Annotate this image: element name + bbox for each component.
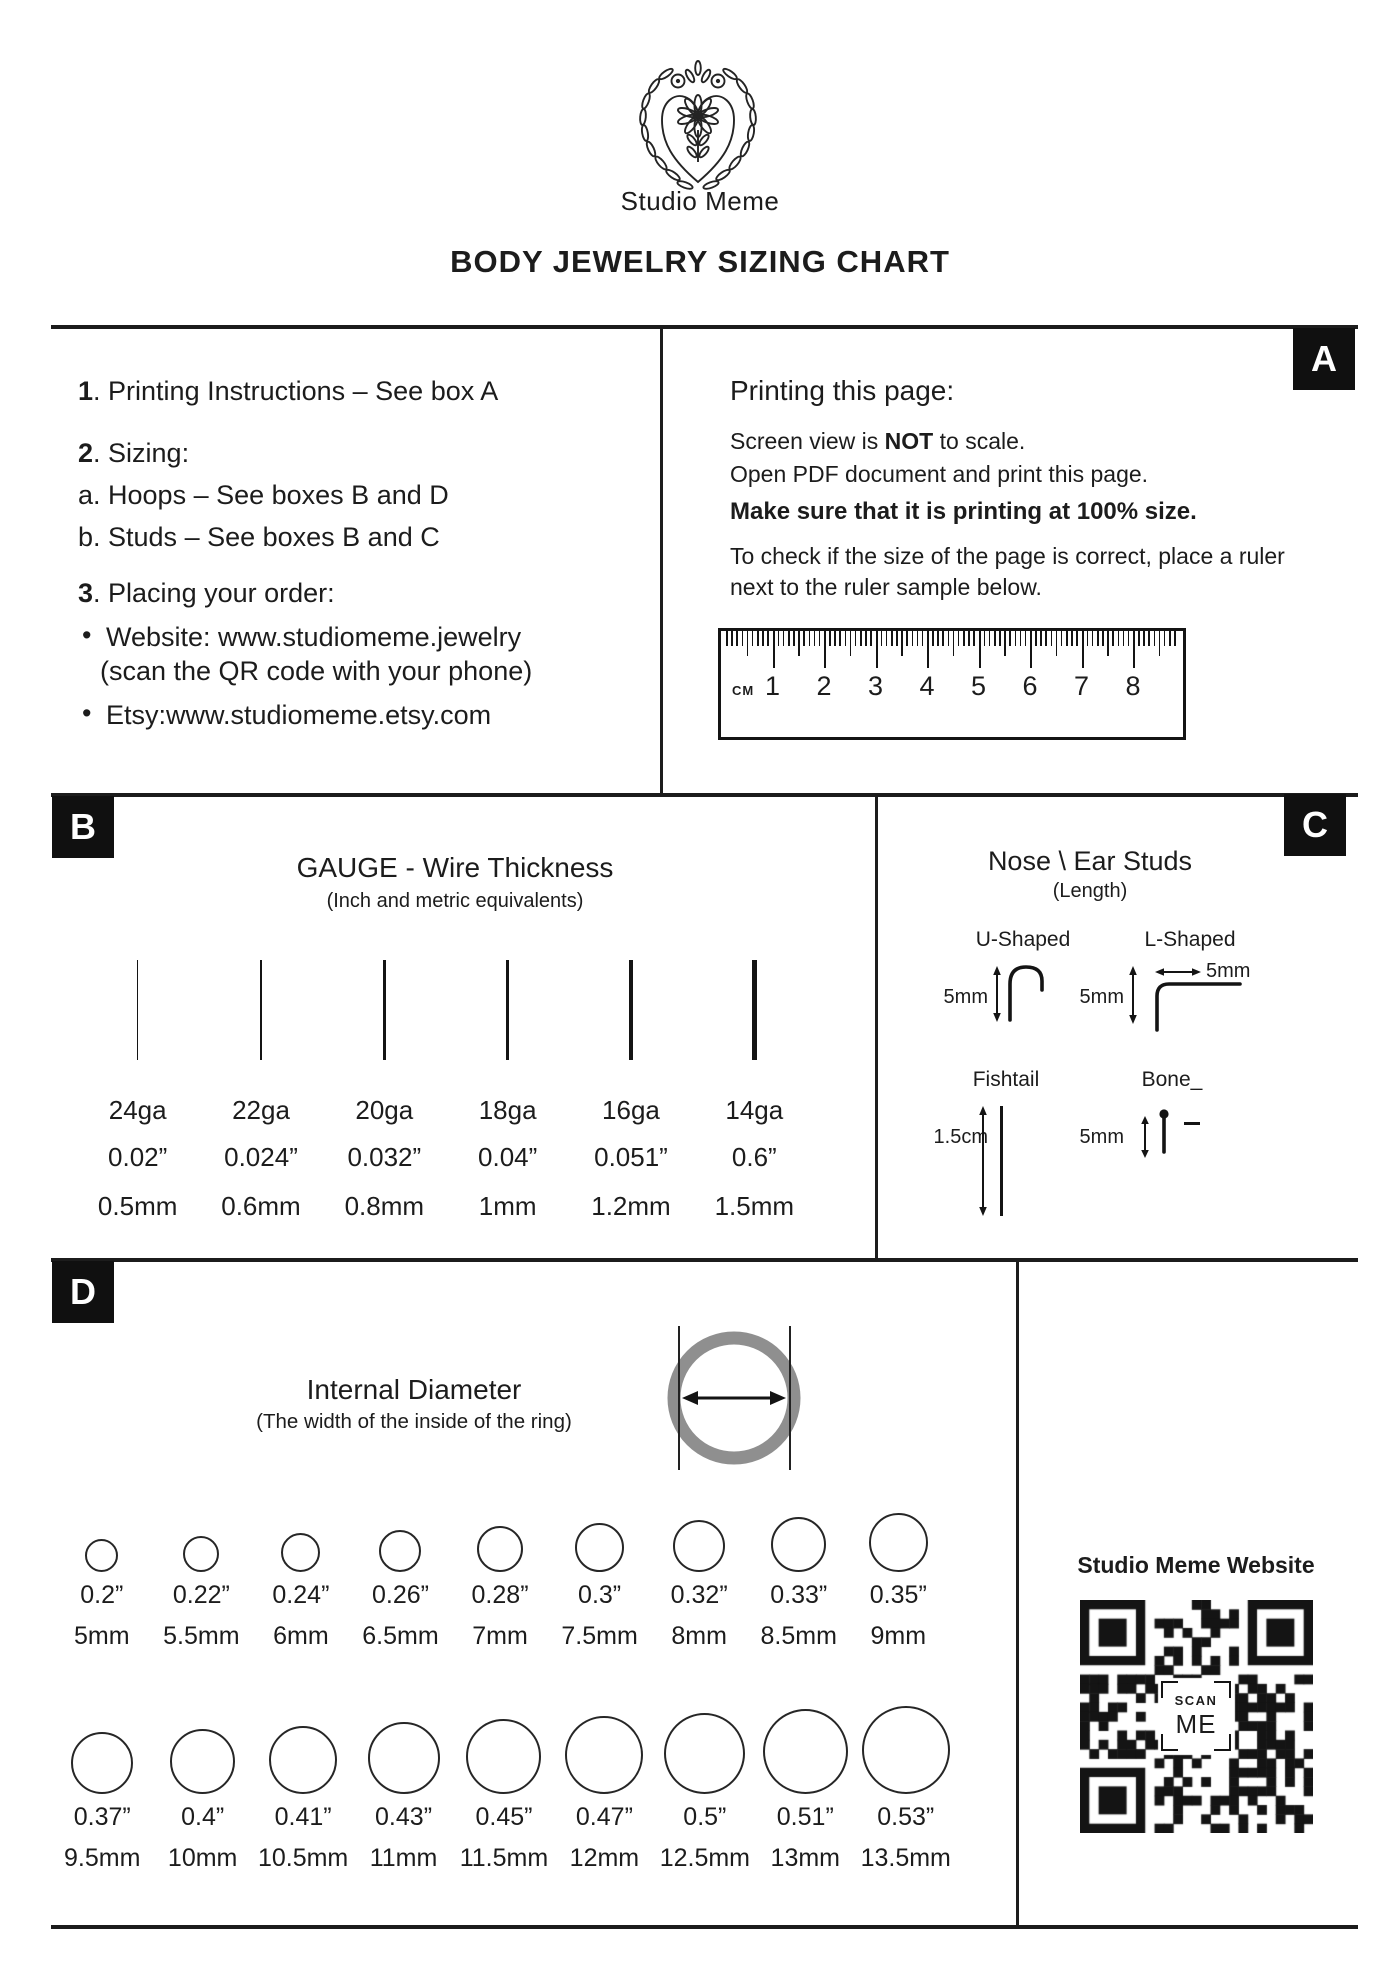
gauge-row [76, 960, 816, 1220]
ring-circle-icon [170, 1729, 235, 1794]
ruler-tick [1138, 631, 1140, 646]
ruler-tick [798, 631, 800, 656]
ruler-tick [752, 631, 754, 646]
studio-meme-logo-icon [636, 58, 760, 190]
divider-mid1 [51, 793, 1358, 797]
etsy-link[interactable]: Etsy:www.studiomeme.etsy.com [106, 700, 492, 730]
intro-line-2a: a. Hoops – See boxes B and D [78, 480, 449, 510]
ruler-unit-label: CM [732, 683, 755, 698]
mm-label: 11.5mm [459, 1844, 549, 1872]
fishtail-arrow-icon [978, 1106, 988, 1216]
ruler-tick [1133, 631, 1135, 668]
intro-line-2: 2. Sizing: [78, 438, 190, 468]
gauge-ga-label: 18ga [478, 1095, 537, 1125]
diameter-arrow-icon [682, 1388, 786, 1408]
ruler-tick [839, 631, 841, 646]
ring-circle-icon [183, 1536, 219, 1572]
u-shaped-stud-icon [1006, 962, 1048, 1024]
u-shaped-arrow-icon [992, 966, 1002, 1022]
ruler-number: 2 [816, 671, 832, 701]
ruler-tick [726, 631, 728, 646]
fishtail-stud-icon [1000, 1106, 1003, 1216]
ring-circle-icon [869, 1513, 928, 1572]
ruler-tick [1071, 631, 1073, 646]
box-c-subheading: (Length) [1052, 880, 1128, 902]
ruler-tick [927, 631, 929, 668]
ruler-tick [917, 631, 919, 646]
ring-circle-icon [673, 1520, 725, 1572]
ruler-tick [809, 631, 811, 646]
ruler-tick [1076, 631, 1078, 646]
ruler-tick [814, 631, 816, 646]
ruler-number: 8 [1125, 671, 1141, 701]
diameter-cell [450, 1508, 550, 1651]
ruler-tick [1174, 631, 1176, 646]
page-title: BODY JEWELRY SIZING CHART [450, 244, 950, 279]
wire-line-icon [629, 960, 633, 1060]
ruler-tick [850, 631, 852, 656]
website-link[interactable]: Website: www.studiomeme.jewelry [106, 622, 522, 652]
box-b-label: B [52, 796, 114, 858]
diameter-row-2 [52, 1702, 956, 1873]
diameter-cell [856, 1702, 956, 1873]
gauge-column [446, 960, 569, 1220]
ruler-tick [767, 631, 769, 646]
mm-label: 5.5mm [163, 1622, 240, 1650]
diameter-cell [550, 1508, 650, 1651]
ruler-tick [865, 631, 867, 646]
ruler-tick [1143, 631, 1145, 646]
l-shaped-label: L-Shaped [1144, 928, 1236, 951]
ring-circle-icon [281, 1533, 320, 1572]
u-shaped-label: U-Shaped [975, 928, 1071, 951]
ruler-tick [1169, 631, 1171, 646]
ruler-tick [793, 631, 795, 646]
ring-tangent-left [678, 1326, 680, 1470]
ring-circle-icon [269, 1726, 337, 1794]
ruler-number: 4 [919, 671, 935, 701]
ring-circle-icon [763, 1709, 848, 1794]
me-label: ME [1175, 1709, 1217, 1739]
inch-label: 0.2” [80, 1581, 124, 1609]
u-shaped-dim: 5mm [943, 986, 988, 1008]
mm-label: 7mm [472, 1622, 528, 1650]
box-c-heading: Nose \ Ear Studs [987, 846, 1193, 876]
ruler-tick [1040, 631, 1042, 646]
ruler-tick [783, 631, 785, 646]
ruler-tick [1082, 631, 1084, 668]
intro-line-1: 1. Printing Instructions – See box A [78, 376, 499, 406]
ring-circle-icon [466, 1719, 541, 1794]
ring-circle-icon [477, 1526, 523, 1572]
gauge-mm-label: 0.5mm [97, 1191, 178, 1221]
mm-label: 13.5mm [860, 1844, 951, 1872]
ruler-tick [1148, 631, 1150, 646]
circle-wrap [281, 1508, 320, 1572]
ruler-tick [1097, 631, 1099, 646]
diameter-row-1 [52, 1508, 948, 1651]
circle-wrap [869, 1508, 928, 1572]
circle-wrap [85, 1508, 118, 1572]
mm-label: 12.5mm [659, 1844, 750, 1872]
bullet-icon: • [82, 698, 92, 728]
wire-line-icon [260, 960, 262, 1060]
gauge-inch-label: 0.6” [731, 1142, 777, 1172]
ruler-tick [1154, 631, 1156, 646]
ring-circle-icon [71, 1732, 133, 1794]
ruler-tick [994, 631, 996, 646]
divider-mid2 [51, 1258, 1358, 1262]
box-d-heading: Internal Diameter [306, 1374, 522, 1405]
ruler-tick [1045, 631, 1047, 646]
inch-label: 0.24” [272, 1581, 330, 1609]
gauge-column [569, 960, 692, 1220]
diameter-cell [251, 1508, 351, 1651]
ruler-tick [958, 631, 960, 646]
ruler-tick [1025, 631, 1027, 646]
ruler-tick [937, 631, 939, 646]
diameter-cell [52, 1508, 152, 1651]
inch-label: 0.51” [776, 1803, 834, 1831]
ruler-tick [963, 631, 965, 646]
diameter-cell [655, 1702, 755, 1873]
gauge-inch-label: 0.024” [224, 1142, 298, 1172]
intro-line-2b: b. Studs – See boxes B and C [78, 522, 440, 552]
bone-label: Bone_ [1141, 1068, 1203, 1091]
ruler-tick [731, 631, 733, 646]
circle-wrap [183, 1508, 219, 1572]
circle-wrap [269, 1702, 337, 1794]
diameter-cell [351, 1508, 451, 1651]
ruler-tick [1123, 631, 1125, 646]
box-a-heading: Printing this page: [730, 375, 955, 406]
ruler-tick [1030, 631, 1032, 668]
divider-top [51, 325, 1358, 329]
bone-arrow-icon [1140, 1116, 1150, 1158]
ruler-tick [1061, 631, 1063, 646]
diameter-cell [755, 1702, 855, 1873]
gauge-ga-label: 16ga [602, 1095, 660, 1125]
ruler-tick [860, 631, 862, 646]
qr-heading: Studio Meme Website [1077, 1552, 1315, 1578]
gauge-column [693, 960, 816, 1220]
ruler-tick [855, 631, 857, 646]
mm-label: 11mm [369, 1844, 438, 1872]
ruler-tick [1128, 631, 1130, 646]
diameter-cell [649, 1508, 749, 1651]
l-shaped-v-arrow-icon [1128, 966, 1138, 1024]
diameter-cell [152, 1508, 252, 1651]
ruler-tick [876, 631, 878, 668]
mm-label: 9.5mm [64, 1844, 141, 1872]
bullet-icon: • [82, 620, 92, 650]
circle-wrap [170, 1702, 235, 1794]
ruler-tick [881, 631, 883, 646]
divider-bottom [51, 1925, 1358, 1929]
inch-label: 0.28” [471, 1581, 529, 1609]
diameter-cell [152, 1702, 252, 1873]
ruler-tick [896, 631, 898, 646]
inch-label: 0.53” [877, 1803, 935, 1831]
gauge-column [76, 960, 199, 1220]
gauge-ga-label: 22ga [232, 1095, 290, 1125]
ruler-tick [1015, 631, 1017, 646]
gauge-mm-label: 1.5mm [714, 1191, 795, 1221]
gauge-mm-label: 0.8mm [344, 1191, 425, 1221]
wire-line-icon [383, 960, 386, 1060]
ruler-sample [718, 628, 1186, 740]
gauge-inch-label: 0.032” [347, 1142, 422, 1172]
gauge-mm-label: 0.6mm [221, 1191, 301, 1221]
ruler-tick [845, 631, 847, 646]
ruler-tick [1056, 631, 1058, 656]
ruler-tick [1118, 631, 1120, 646]
box-a-line-2: Open PDF document and print this page. [730, 461, 1149, 487]
ruler-tick [989, 631, 991, 646]
wire-line-icon [506, 960, 509, 1060]
wire-line-icon [137, 960, 139, 1060]
circle-wrap [466, 1702, 541, 1794]
ruler-tick [948, 631, 950, 646]
ruler-tick [922, 631, 924, 646]
gauge-column [323, 960, 446, 1220]
mm-label: 9mm [870, 1622, 927, 1650]
inch-label: 0.26” [371, 1581, 429, 1609]
mm-label: 10.5mm [257, 1844, 349, 1872]
bone-dim: 5mm [1079, 1126, 1124, 1148]
circle-wrap [379, 1508, 421, 1572]
ruler-tick [942, 631, 944, 646]
box-b-heading: GAUGE - Wire Thickness [296, 852, 614, 883]
gauge-inch-label: 0.051” [594, 1142, 668, 1172]
ruler-tick [1092, 631, 1094, 646]
inch-label: 0.35” [869, 1581, 927, 1609]
ruler-tick [762, 631, 764, 646]
ring-circle-icon [862, 1706, 950, 1794]
website-note: (scan the QR code with your phone) [100, 656, 533, 686]
mm-label: 10mm [167, 1844, 238, 1872]
inch-label: 0.41” [274, 1803, 332, 1831]
gauge-inch-label: 0.02” [108, 1142, 168, 1172]
bone-dash-icon [1184, 1122, 1200, 1125]
ruler-tick [803, 631, 805, 646]
ruler-tick [870, 631, 872, 646]
ruler-tick [742, 631, 744, 646]
gauge-mm-label: 1.2mm [591, 1191, 671, 1221]
divider-v-d-qr [1016, 1258, 1019, 1928]
inch-label: 0.32” [670, 1581, 728, 1609]
fishtail-label: Fishtail [972, 1068, 1040, 1091]
gauge-ga-label: 20ga [355, 1095, 414, 1125]
mm-label: 5mm [74, 1622, 130, 1650]
ruler-tick [824, 631, 826, 668]
circle-wrap [771, 1508, 826, 1572]
mm-label: 6.5mm [362, 1622, 439, 1650]
ruler-tick [1159, 631, 1161, 656]
circle-wrap [862, 1702, 950, 1794]
gauge-inch-label: 0.04” [478, 1142, 538, 1172]
ring-circle-icon [379, 1530, 421, 1572]
box-b-subheading: (Inch and metric equivalents) [326, 890, 584, 912]
circle-wrap [575, 1508, 624, 1572]
ruler-tick [1035, 631, 1037, 646]
scan-label: SCAN [1174, 1693, 1218, 1708]
scan-me-frame [1161, 1681, 1231, 1751]
divider-v-b-c [875, 793, 878, 1261]
box-a-line-4: To check if the size of the page is correct, place a ruler [730, 543, 1285, 569]
mm-label: 13mm [770, 1844, 841, 1872]
ruler-tick [1107, 631, 1109, 656]
bone-stud-icon [1158, 1108, 1170, 1156]
ring-circle-icon [771, 1517, 826, 1572]
ruler-tick [901, 631, 903, 656]
inch-label: 0.22” [172, 1581, 230, 1609]
diameter-cell [253, 1702, 353, 1873]
diameter-cell [353, 1702, 453, 1873]
diameter-cell [454, 1702, 554, 1873]
ring-tangent-right [789, 1326, 791, 1470]
ruler-tick [1020, 631, 1022, 646]
ruler-number: 3 [867, 671, 884, 701]
gauge-ga-label: 14ga [725, 1095, 784, 1125]
gauge-mm-label: 1mm [478, 1191, 537, 1221]
ruler-tick [736, 631, 738, 646]
ruler-tick [891, 631, 893, 646]
circle-wrap [673, 1508, 725, 1572]
ruler-tick [1009, 631, 1011, 646]
ruler-tick [968, 631, 970, 646]
ruler-tick [1102, 631, 1104, 646]
circle-wrap [71, 1702, 133, 1794]
ruler-number: 6 [1022, 671, 1038, 701]
ruler-number: 1 [764, 671, 781, 701]
ruler-tick [1066, 631, 1068, 646]
ruler-tick [788, 631, 790, 646]
ring-circle-icon [575, 1523, 624, 1572]
divider-v-intro-a [660, 325, 663, 796]
ruler-tick [1051, 631, 1053, 646]
ruler-number: 7 [1073, 671, 1090, 701]
diameter-cell [749, 1508, 849, 1651]
ring-circle-icon [565, 1716, 643, 1794]
l-shaped-h-arrow-icon [1155, 966, 1201, 978]
ring-circle-icon [368, 1722, 440, 1794]
gauge-ga-label: 24ga [108, 1095, 167, 1125]
mm-label: 7.5mm [561, 1622, 638, 1650]
diameter-cell [52, 1702, 152, 1873]
box-d-label: D [52, 1261, 114, 1323]
box-a-line-3: Make sure that it is printing at 100% size. [730, 498, 1197, 525]
fishtail-dim: 1.5cm [933, 1126, 988, 1148]
ruler-tick [778, 631, 780, 646]
l-shaped-dim-v: 5mm [1079, 986, 1124, 1008]
diameter-cell [554, 1702, 654, 1873]
ruler-tick [1164, 631, 1166, 646]
wire-line-icon [752, 960, 757, 1060]
ruler-tick [932, 631, 934, 646]
circle-wrap [763, 1702, 848, 1794]
inch-label: 0.47” [575, 1803, 633, 1831]
inch-label: 0.5” [683, 1803, 727, 1831]
box-d-subheading: (The width of the inside of the ring) [256, 1410, 572, 1433]
ruler-tick [979, 631, 981, 668]
gauge-column [199, 960, 322, 1220]
ruler-tick [747, 631, 749, 656]
mm-label: 12mm [569, 1844, 640, 1872]
intro-line-3: 3. Placing your order: [78, 578, 335, 608]
mm-label: 8.5mm [760, 1622, 837, 1650]
ruler-tick [984, 631, 986, 646]
ruler-tick [773, 631, 775, 668]
ruler-tick [819, 631, 821, 646]
inch-label: 0.37” [73, 1803, 131, 1831]
ruler-tick [1112, 631, 1114, 646]
ruler-tick [829, 631, 831, 646]
diameter-cell [849, 1508, 949, 1651]
inch-label: 0.33” [770, 1581, 828, 1609]
circle-wrap [565, 1702, 643, 1794]
box-a-line-1: Screen view is NOT to scale. [730, 428, 1026, 454]
mm-label: 6mm [273, 1622, 329, 1650]
l-shaped-dim-h: 5mm [1206, 960, 1251, 982]
brand-name: Studio Meme [620, 186, 780, 216]
ring-circle-icon [85, 1539, 118, 1572]
ruler-tick [757, 631, 759, 646]
ruler-tick [973, 631, 975, 646]
inch-label: 0.3” [578, 1581, 622, 1609]
ring-circle-icon [664, 1713, 745, 1794]
ruler-tick [1004, 631, 1006, 656]
inch-label: 0.43” [375, 1803, 433, 1831]
circle-wrap [664, 1702, 745, 1794]
circle-wrap [368, 1702, 440, 1794]
ruler-tick [953, 631, 955, 656]
ruler-tick [886, 631, 888, 646]
ruler-number: 5 [970, 671, 987, 701]
inch-label: 0.45” [475, 1803, 533, 1831]
ruler-tick [999, 631, 1001, 646]
inch-label: 0.4” [181, 1803, 225, 1831]
mm-label: 8mm [671, 1622, 727, 1650]
box-a-label: A [1293, 328, 1355, 390]
circle-wrap [477, 1508, 523, 1572]
ruler-tick [912, 631, 914, 646]
ruler-tick [906, 631, 908, 646]
ruler-tick [1087, 631, 1089, 646]
box-c-label: C [1284, 794, 1346, 856]
box-a-line-5: next to the ruler sample below. [730, 574, 1042, 600]
l-shaped-stud-icon [1152, 980, 1244, 1034]
ruler-tick [834, 631, 836, 646]
